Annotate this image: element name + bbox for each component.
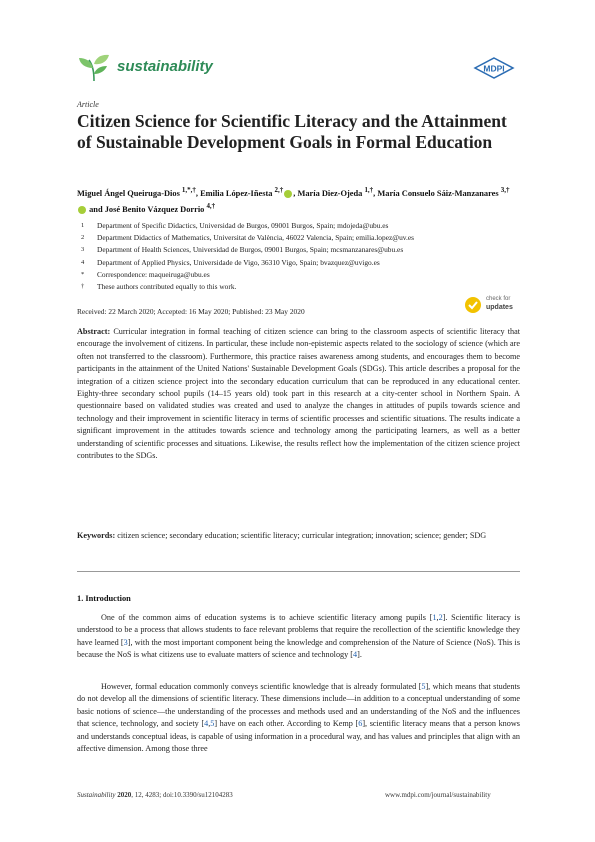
check-updates-icon [464,296,482,314]
affiliation-item [77,244,517,256]
article-title: Citizen Science for Scientific Literacy and the Attainment of Sustainable Development Goals in Formal Education [77,111,507,152]
keywords-label: Keywords: [77,531,116,540]
section-heading: 1. Introduction [77,594,131,603]
journal-leaf-logo-icon [77,52,111,82]
author-list: Miguel Ángel Queiruga-Dios $^{1,*,\dagger}$, Emilia López-Iñesta $^{2,\dagger}$ , María Diez-Ojeda $^{1,\dagger}$, María Consuelo Sáiz-Manzanares $^{3,\dagger}$ and José Benito Vázquez Dorrio $^{4,\dagger}$ [77,186,510,214]
citation-link[interactable]: 2 [438,613,443,622]
affiliation-mark: 4 [81,258,85,266]
affiliation-item [77,232,517,244]
affiliation-item [77,257,517,269]
citation-link[interactable]: 4 [353,650,358,660]
author-name[interactable]: María Consuelo Sáiz-Manzanares [377,188,499,198]
paragraph-text: ]. Scientific literacy is understood to be a process that allows students to face relevant problems that require the recollection of the scientific knowledge they have learned [ [77,613,520,647]
paragraph-text: ]. [357,650,362,660]
author-affiliation-marks: 4,† [206,201,216,210]
orcid-icon[interactable] [78,206,86,214]
abstract-label: Abstract: [77,327,111,336]
abstract [77,326,520,462]
keywords [77,530,520,542]
affiliation-text: Department of Health Sciences, Universidad de Burgos, 09001 Burgos, Spain; mcsmanzanares@ubu.es [97,245,404,255]
affiliation-mark: 1 [81,222,85,229]
author-affiliation-marks: 3,† [500,186,510,194]
footer-journal: Sustainability [77,791,116,799]
citation-link[interactable]: 3 [123,637,128,647]
affiliation-mark: † [81,283,85,291]
mdpi-logo-text: MDPI [483,63,505,74]
abstract-text: Curricular integration in formal teaching of citizen science can bring to the classroom aspects of scientific literacy that encourage the involvement of citizens. In particular, these include non-epistemic aspects related to the sociology of science (which are often not transferred to the classroom). Furthermore, this practice raises awareness among students, and encourages them to become participants in the attainment of the United Nations' Sustainable Development Goals (SDGs). This article describes a proposal for the integration of a citizen science project into the secondary education curriculum that can be reproduced in any educational center. Eighty-three secondary school pupils (14–15 years old) took part in this research at a city-center school in Northern Spain. A questionnaire based on validated studies was created and used to analyze the changes in attitudes of pupils towards science and technology and their improvement in scientific literacy in terms of scientific processes and scientific situations. The results indicate a significant improvement in the attitudes towards science and technology among the participating learners, as well as a better understanding of scientific processes and situations. Likewise, the results reflect how the implementation of the citizen science project contributes to the SDGs. [77,327,520,461]
footer-doi: , 12, 4283; doi:10.3390/su12104283 [131,791,233,799]
check-updates-line1: check for [486,296,511,302]
affiliation-text: Department Didactics of Mathematics, Universitat de València, 46022 Valencia, Spain; emilia.lopez@uv.es [97,233,414,243]
check-updates-line2: updates [486,304,513,311]
affiliation-text: Department of Specific Didactics, Universidad de Burgos, 09001 Burgos, Spain; mdojeda@ubu.es [97,221,389,230]
orcid-icon[interactable] [284,190,292,198]
author-affiliation-marks: 1,*,† [181,186,196,194]
article-type: Article [77,100,99,109]
publication-dates: Received: 22 March 2020; Accepted: 16 May 2020; Published: 23 May 2020 [77,307,305,316]
correspondence-text: Correspondence: maqueiruga@ubu.es [97,269,210,279]
keywords-text: citizen science; secondary education; scientific literacy; curricular integration; innovation; science; gender; SDG [117,531,487,540]
author-name[interactable]: José Benito Vázquez Dorrio [104,204,205,214]
journal-name: sustainability [117,58,213,75]
body-paragraph: One of the common aims of education systems is to achieve scientific literacy among pupils [1,2]. Scientific literacy is understood to be a process that allows students to face relevant problems that require the recollection of the scientific knowledge they have learned [3], with the most important component being the knowledge and comprehension of the Nature of Science (NoS). This is because the NoS is what citizens use to evaluate matters of science and technology [4]. [77,613,521,660]
affiliation-text: Department of Applied Physics, Universidade de Vigo, 36310 Vigo, Spain; bvazquez@uvigo.es [97,257,380,267]
affiliation-mark: 2 [81,234,85,242]
affiliation-mark: * [81,270,85,278]
affiliation-item [77,220,517,232]
citation-link[interactable]: 5 [210,719,215,729]
affiliation-item [77,269,517,281]
check-for-updates-button[interactable] [464,294,520,316]
paragraph-text: ], which means that students do not develop all the dimensions of scientific literacy. These dimensions include—in addition to a conceptual understanding of some basic notions of science—the understanding of the processes and methods used and an understanding of the NoS and the influences that science, technology, and society [ [77,682,520,729]
mdpi-logo-icon [473,57,515,79]
author-name[interactable]: Emilia López-Iñesta [200,188,273,198]
author-name[interactable]: Miguel Ángel Queiruga-Dios [77,188,180,198]
citation-link[interactable]: 6 [358,719,363,729]
author-name[interactable]: María Diez-Ojeda [297,188,363,198]
footer-citation [77,791,233,799]
paragraph-text: ], with the most important component being the knowledge and comprehension of the Nature of Science (NoS). This is because the NoS is what citizens use to evaluate matters of science and technology [ [77,637,521,660]
affiliation-mark: 3 [81,246,85,254]
footer-year: 2020 [117,791,132,799]
affiliation-item [77,281,517,293]
affiliation-list [77,220,517,293]
paragraph-text: ], scientific literacy means that a person knows and understands conceptual ideas, is capable of using information in a procedural way, and has values and principles that align with an affective dimension. Among those three [77,719,520,754]
author-affiliation-marks: 1,† [364,186,374,194]
footer-url[interactable]: www.mdpi.com/journal/sustainability [385,791,491,799]
paragraph-text: One of the common aims of education systems is to achieve scientific literacy among pupils [ [101,613,433,622]
paragraph-text: However, formal education commonly conveys scientific knowledge that is already formulated [ [101,682,422,691]
section-divider [77,571,520,572]
citation-link[interactable]: 5 [421,682,426,691]
equal-contribution-note: These authors contributed equally to this work. [97,282,237,292]
citation-link[interactable]: 1 [432,613,437,622]
citation-link[interactable]: 4 [204,719,209,729]
paragraph-text: ] have on each other. According to Kemp [ [214,719,359,729]
body-paragraph: However, formal education commonly conveys scientific knowledge that is already formulated [5], which means that students do not develop all the dimensions of scientific literacy. These dimensions include—in addition to a conceptual understanding of some basic notions of science—the understanding of the processes and methods used and an understanding of the NoS and the influences that science, technology, and society [4,5] have on each other. According to Kemp [6], scientific literacy means that a person knows and understands conceptual ideas, is capable of using information in a procedural way, and has values and principles that align with an affective dimension. Among those three [77,682,520,754]
author-affiliation-marks: 2,† [274,186,284,194]
